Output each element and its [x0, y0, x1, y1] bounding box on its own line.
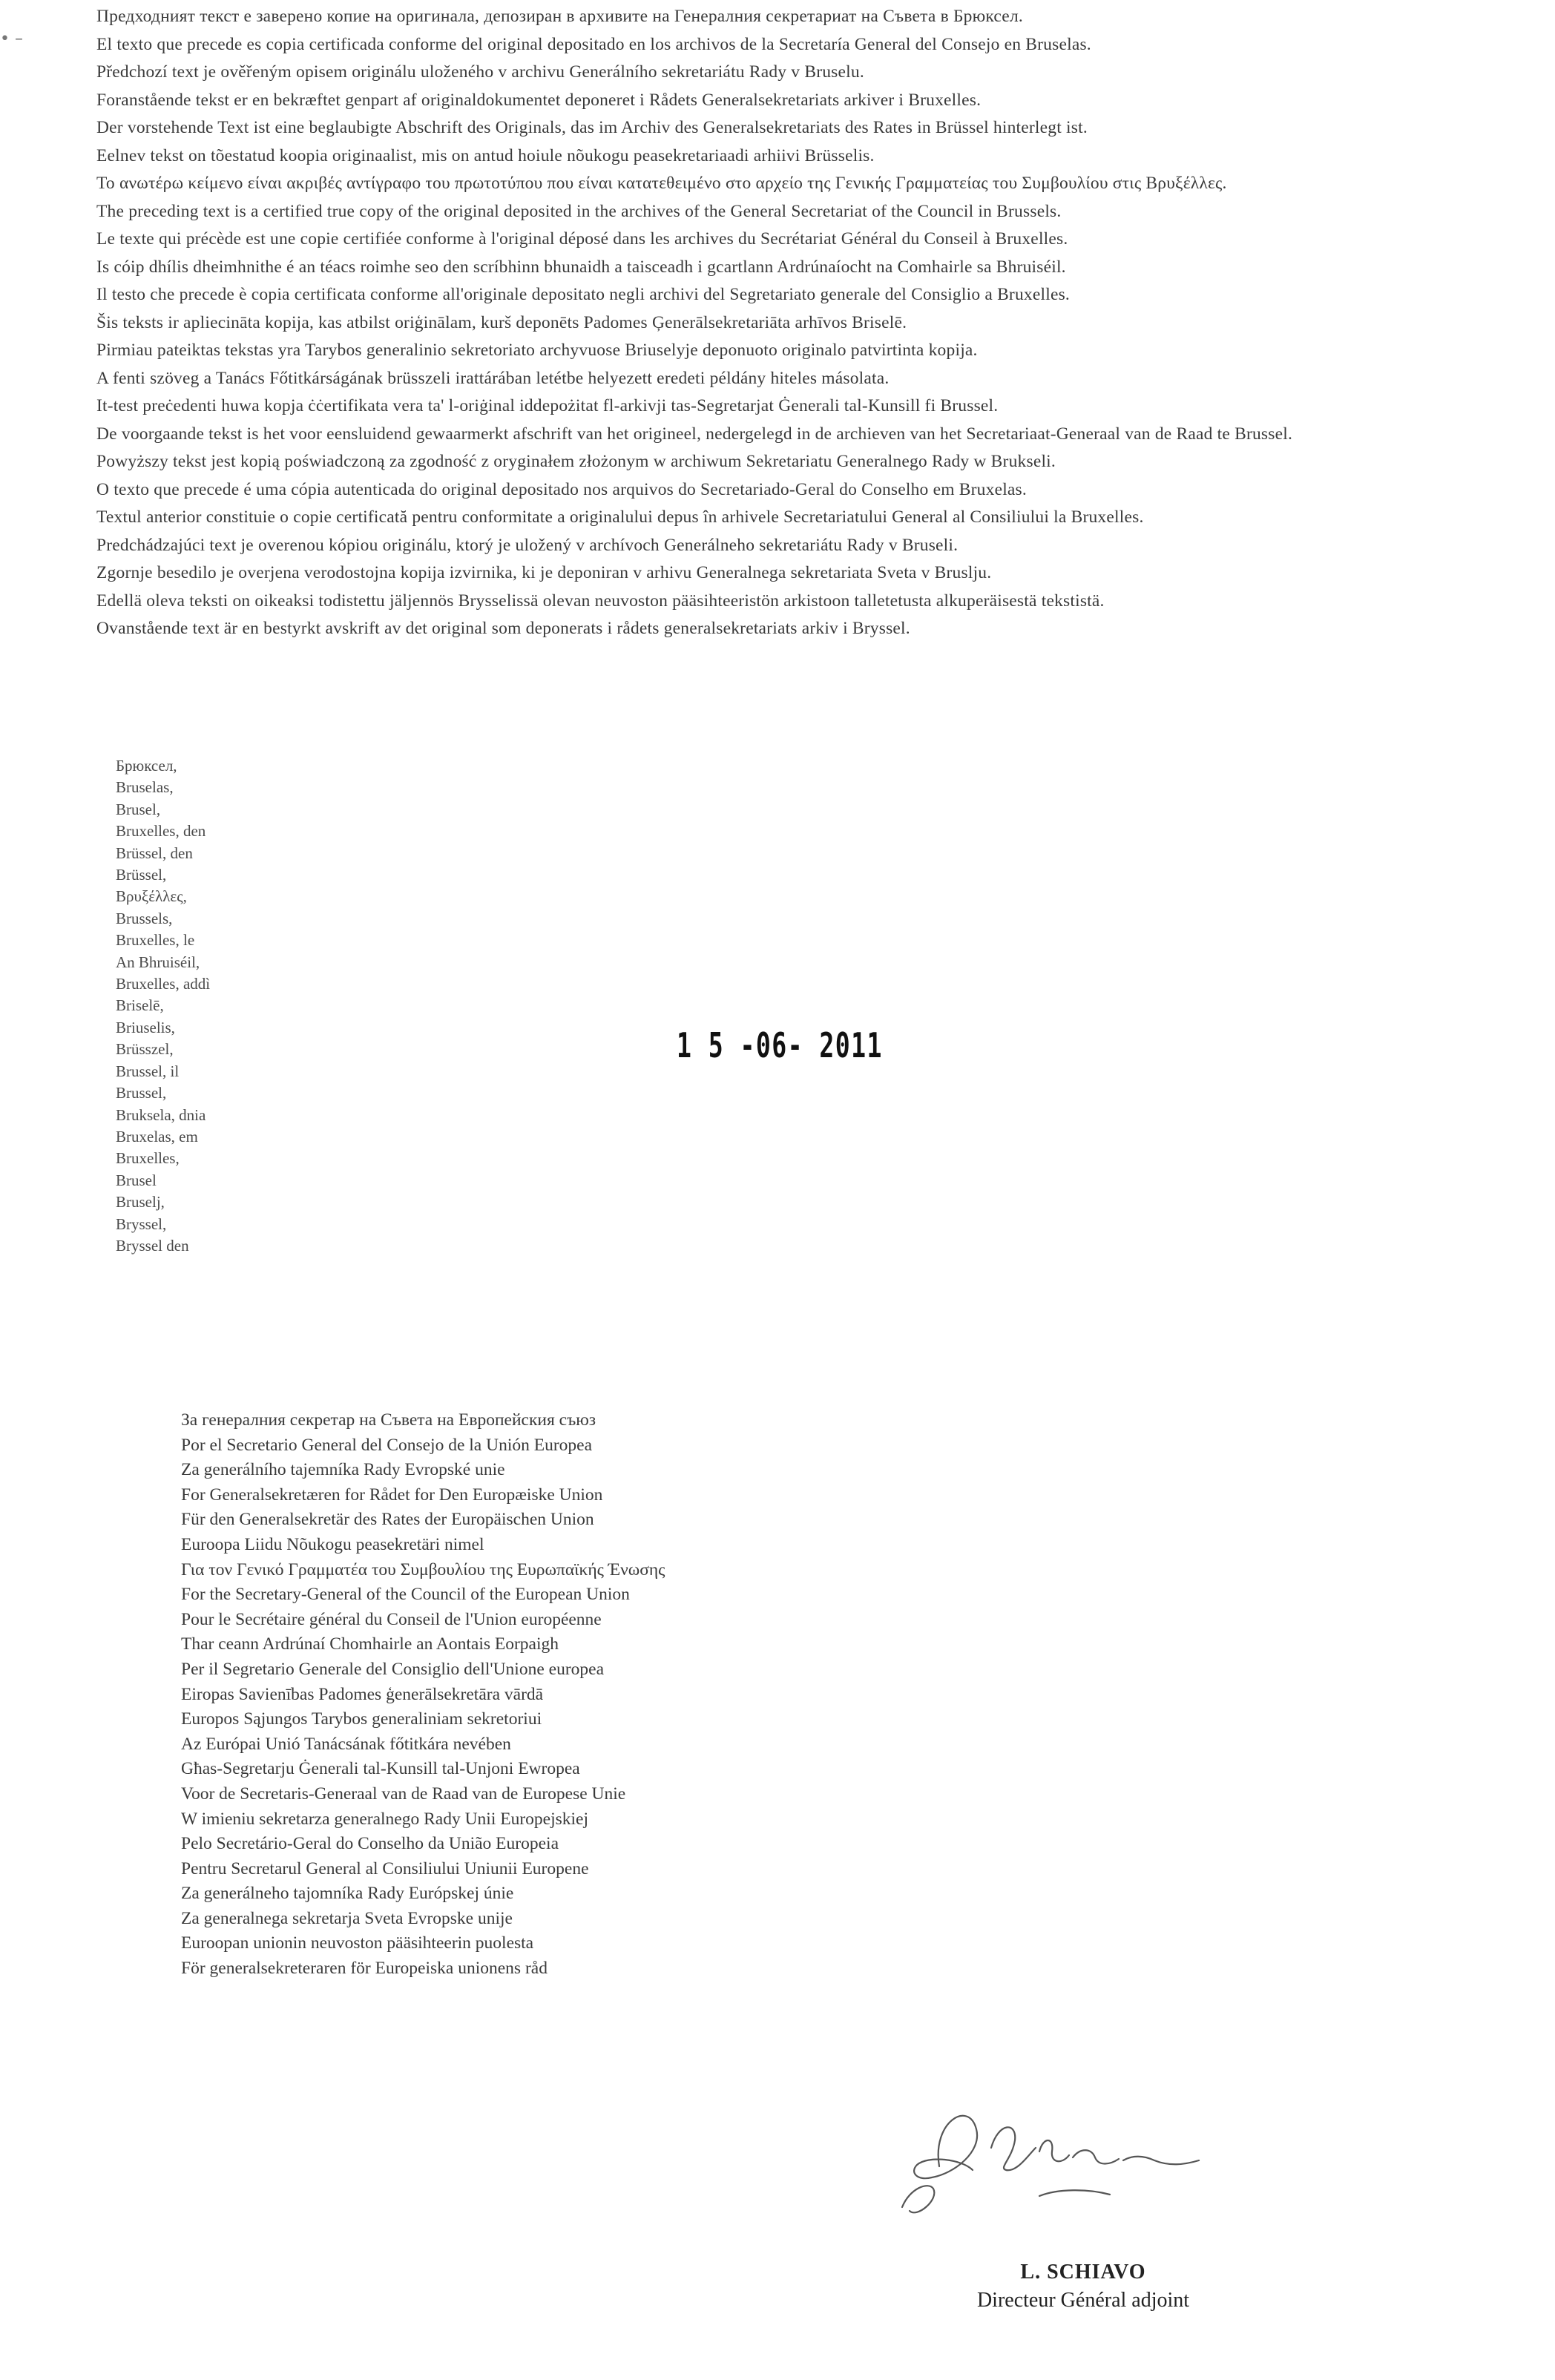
cert-line-bg: Предходният текст е заверено копие на оригинала, депозиран в архивите на Генералния секретариат на Съвета в Брюксел. — [96, 7, 1023, 26]
cert-line-cs: Předchozí text je ověřeným opisem originálu uloženého v archivu Generálního sekretariátu Rady v Bruselu. — [96, 62, 864, 82]
place-name: Briselē, — [116, 996, 164, 1015]
signer-title: Directeur Général adjoint — [976, 2289, 1190, 2312]
cert-line-fr: Le texte qui précède est une copie certifiée conforme à l'original déposé dans les archives du Secrétariat Général du Conseil à Bruxelles. — [96, 229, 1068, 249]
cert-line-de: Der vorstehende Text ist eine beglaubigte Abschrift des Originals, das im Archiv des Generalsekretariats des Rates in Brüssel hinterlegt ist. — [96, 118, 1088, 137]
cert-line-nl: De voorgaande tekst is het voor eensluidend gewaarmerkt afschrift van het origineel, nedergelegd in de archieven van het Secretariaat-Generaal van de Raad te Brussel. — [96, 424, 1293, 444]
cert-line-sl: Zgornje besedilo je overjena verodostojna kopija izvirnika, ki je deponiran v arhivu Generalnega sekretariata Sveta v Bruslju. — [96, 563, 992, 582]
signatory-line-sl: Za generalnega sekretarja Sveta Evropske unije — [181, 1908, 513, 1928]
place-name: Bruselas, — [116, 778, 174, 797]
cert-line-ga: Is cóip dhílis dheimhnithe é an téacs roimhe seo den scríbhinn bhunaidh a taisceadh i gcartlann Ardrúnaíocht na Comhairle sa Bhruiséil. — [96, 257, 1066, 277]
cert-line-pl: Powyższy tekst jest kopią poświadczoną za zgodność z oryginałem złożonym w archiwum Sekretariatu Generalnego Rady w Brukseli. — [96, 452, 1056, 471]
signatory-line-fr: Pour le Secrétaire général du Conseil de l'Union européenne — [181, 1609, 602, 1629]
cert-line-el: Το ανωτέρω κείμενο είναι ακριβές αντίγραφο του πρωτοτύπου που είναι κατατεθειμένο στο αρχείο της Γενικής Γραμματείας του Συμβουλίου στις Βρυξέλλες. — [96, 174, 1227, 193]
place-name: Brüssel, — [116, 866, 167, 884]
signatory-line-nl: Voor de Secretaris-Generaal van de Raad van de Europese Unie — [181, 1784, 626, 1804]
signatory-line-de: Für den Generalsekretär des Rates der Europäischen Union — [181, 1510, 594, 1530]
certification-statements — [96, 3, 1543, 643]
place-name: Bruxelles, addì — [116, 975, 211, 993]
cert-line-en: The preceding text is a certified true copy of the original deposited in the archives of the General Secretariat of the Council in Brussels. — [96, 201, 1062, 221]
signatory-line-el: Για τον Γενικό Γραμματέα του Συμβουλίου της Ευρωπαϊκής Ένωσης — [181, 1559, 665, 1579]
cert-line-pt: O texto que precede é uma cópia autenticada do original depositado nos arquivos do Secretariado-Geral do Conselho em Bruxelas. — [96, 479, 1027, 499]
signatory-line-lt: Europos Sąjungos Tarybos generaliniam sekretoriui — [181, 1709, 542, 1729]
signatory-line-sk: Za generálneho tajomníka Rady Európskej únie — [181, 1884, 514, 1904]
place-name: Брюксел, — [116, 757, 177, 775]
signatory-line-pt: Pelo Secretário-Geral do Conselho da União Europeia — [181, 1834, 559, 1854]
signatory-line-sv: För generalsekreteraren för Europeiska unionens råd — [181, 1959, 548, 1979]
cert-line-et: Eelnev tekst on tõestatud koopia originaalist, mis on antud hoiule nõukogu peasekretariaadi arhiivi Brüsselis. — [96, 145, 875, 165]
place-name: Βρυξέλλες, — [116, 887, 187, 906]
place-name: Bruxelles, — [116, 1149, 180, 1168]
place-name: Brusel — [116, 1171, 157, 1189]
place-name: Briuselis, — [116, 1018, 175, 1036]
signer-block — [890, 2258, 1276, 2315]
cert-line-ro: Textul anterior constituie o copie certificată pentru conformitate a originalului depus în arhivele Secretariatului General al Consiliului la Bruxelles. — [96, 507, 1144, 527]
place-name: Brusel, — [116, 800, 161, 818]
place-name: Brüssel, den — [116, 844, 193, 862]
place-name: Brussels, — [116, 909, 173, 927]
place-name: Bruxelles, le — [116, 931, 195, 950]
place-name: Brussel, — [116, 1084, 167, 1102]
signatory-line-hu: Az Európai Unió Tanácsának főtitkára nevében — [181, 1734, 511, 1754]
place-name: Brüsszel, — [116, 1040, 174, 1059]
signatory-line-en: For the Secretary-General of the Council of the European Union — [181, 1585, 630, 1605]
signatory-line-pl: W imieniu sekretarza generalnego Rady Unii Europejskiej — [181, 1809, 589, 1829]
signatory-line-es: Por el Secretario General del Consejo de la Unión Europea — [181, 1435, 593, 1455]
signatory-line-bg: За генералния секретар на Съвета на Европейския съюз — [181, 1410, 596, 1430]
place-name: Bryssel, — [116, 1214, 167, 1233]
signatory-line-ro: Pentru Secretarul General al Consiliului Uniunii Europene — [181, 1858, 589, 1878]
cert-line-es: El texto que precede es copia certificada conforme del original depositado en los archivos de la Secretaría General del Consejo en Bruselas. — [96, 34, 1091, 54]
signatory-line-cs: Za generálního tajemníka Rady Evropské unie — [181, 1460, 505, 1480]
signatory-statements — [181, 1408, 665, 1982]
cert-line-sv: Ovanstående text är en bestyrkt avskrift av det original som deponerats i rådets generalsekretariats arkiv i Bryssel. — [96, 619, 910, 638]
cert-line-mt: It-test preċedenti huwa kopja ċċertifikata vera ta' l-oriġinal iddepożitat fl-arkivji tas-Segretarjat Ġenerali tal-Kunsill fi Brussel. — [96, 396, 999, 415]
cert-line-fi: Edellä oleva teksti on oikeaksi todistettu jäljennös Brysselissä olevan neuvoston pääsihteeristön arkistoon talletetusta alkuperäisestä tekstistä. — [96, 591, 1105, 611]
cert-line-lv: Šis teksts ir apliecināta kopija, kas atbilst oriģinālam, kurš deponēts Padomes Ģenerālsekretariāta arhīvos Briselē. — [96, 312, 907, 332]
cert-line-it: Il testo che precede è copia certificata conforme all'originale depositato negli archivi del Segretariato generale del Consiglio a Bruxelles. — [96, 285, 1071, 304]
signatory-line-da: For Generalsekretæren for Rådet for Den Europæiske Union — [181, 1485, 603, 1505]
margin-marks: • – — [0, 30, 23, 48]
cert-line-da: Foranstående tekst er en bekræftet genpart af originaldokumentet deponeret i Rådets Generalsekretariats arkiver i Bruxelles. — [96, 90, 982, 110]
date-stamp: 1 5 -06- 2011 — [677, 1025, 883, 1065]
handwritten-signature — [887, 2077, 1288, 2226]
signatory-line-fi: Euroopan unionin neuvoston pääsihteerin puolesta — [181, 1933, 534, 1953]
signatory-line-it: Per il Segretario Generale del Consiglio dell'Unione europea — [181, 1659, 605, 1679]
place-name: Bryssel den — [116, 1236, 189, 1255]
signatory-line-ga: Thar ceann Ardrúnaí Chomhairle an Aontais Eorpaigh — [181, 1634, 559, 1654]
place-name: Bruxelas, em — [116, 1127, 198, 1145]
cert-line-hu: A fenti szöveg a Tanács Főtitkárságának brüsszeli irattárában letétbe helyezett eredeti példány hiteles másolata. — [96, 368, 890, 388]
signatory-line-mt: Għas-Segretarju Ġenerali tal-Kunsill tal-Unjoni Ewropea — [181, 1759, 580, 1779]
cert-line-lt: Pirmiau pateiktas tekstas yra Tarybos generalinio sekretoriato archyvuose Briuselyje deponuoto originalo patvirtinta kopija. — [96, 341, 978, 360]
signatory-line-lv: Eiropas Savienības Padomes ģenerālsekretāra vārdā — [181, 1684, 544, 1704]
cert-line-sk: Predchádzajúci text je overenou kópiou originálu, ktorý je uložený v archívoch Generálneho sekretariátu Rady v Bruseli. — [96, 535, 959, 555]
signer-name: L. SCHIAVO — [1020, 2261, 1146, 2284]
place-names-list — [116, 755, 210, 1257]
place-name: Brussel, il — [116, 1062, 180, 1080]
place-name: Bruselj, — [116, 1193, 165, 1212]
place-name: Bruksela, dnia — [116, 1105, 206, 1124]
signatory-line-et: Euroopa Liidu Nõukogu peasekretäri nimel — [181, 1534, 484, 1554]
place-name: Bruxelles, den — [116, 822, 206, 841]
place-name: An Bhruiséil, — [116, 953, 200, 971]
